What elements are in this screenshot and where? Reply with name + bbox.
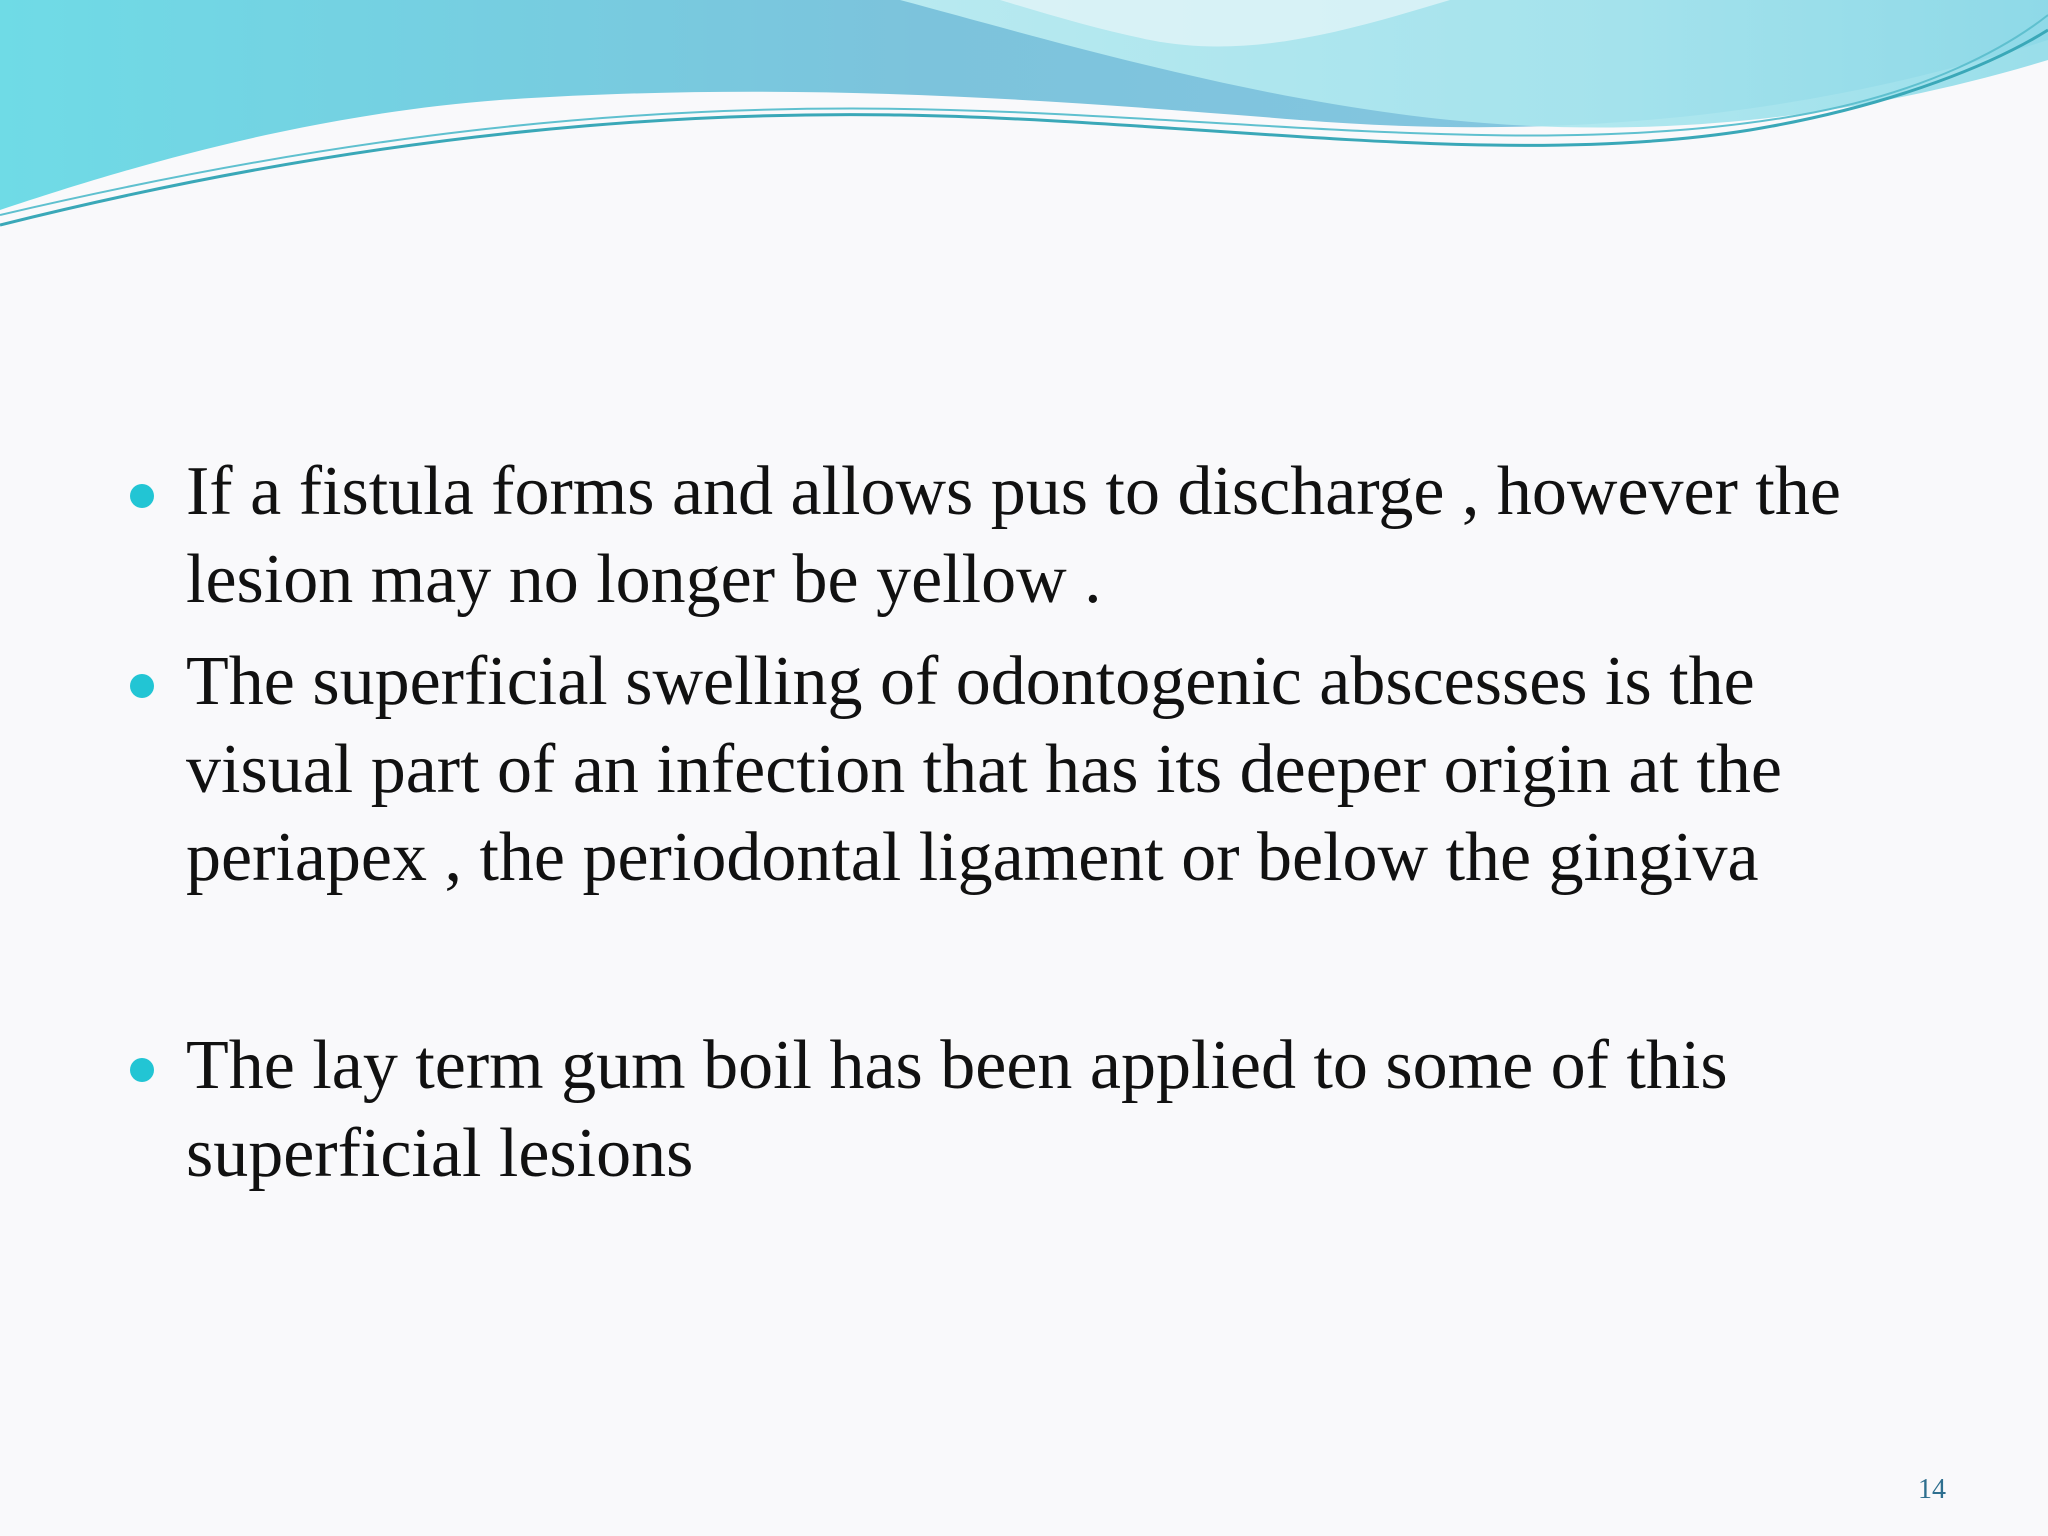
content-area: [130, 448, 1930, 1212]
bullet-text: The lay term gum boil has been applied to some of this superficial lesions: [186, 1027, 1728, 1192]
bullet-list: [130, 448, 1930, 1198]
bullet-text: If a fistula forms and allows pus to discharge , however the lesion may no longer be yellow .: [186, 453, 1841, 618]
bullet-item-2: [130, 638, 1930, 902]
bullet-dot-icon: [130, 1058, 154, 1082]
bullet-dot-icon: [130, 674, 154, 698]
bullet-item-3: [130, 1022, 1930, 1198]
bullet-dot-icon: [130, 484, 154, 508]
bullet-item-1: [130, 448, 1930, 624]
bullet-text: The superficial swelling of odontogenic abscesses is the visual part of an infection that has its deeper origin at the periapex , the periodontal ligament or below the gingiva: [186, 643, 1782, 896]
wave-header-decoration: [0, 0, 2048, 240]
slide-number: 14: [1918, 1474, 1946, 1505]
